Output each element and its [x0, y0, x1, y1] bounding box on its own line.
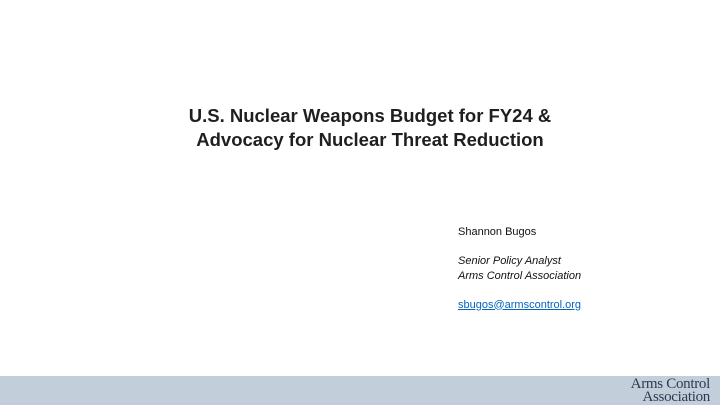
arms-control-association-logo	[631, 377, 710, 405]
logo-line-2: Association	[642, 389, 710, 405]
logo-line-1: Arms Control	[630, 376, 710, 392]
footer-bar	[0, 376, 720, 405]
title-line-2: Advocacy for Nuclear Threat Reduction	[196, 129, 544, 150]
title-line-1: U.S. Nuclear Weapons Budget for FY24 &	[188, 105, 552, 126]
author-email-link[interactable]: sbugos@armscontrol.org	[458, 298, 582, 311]
author-role: Senior Policy Analyst	[458, 255, 561, 267]
author-block	[458, 225, 581, 312]
author-organization: Arms Control Association	[458, 269, 582, 282]
slide-title	[0, 104, 720, 152]
author-name: Shannon Bugos	[458, 226, 537, 238]
